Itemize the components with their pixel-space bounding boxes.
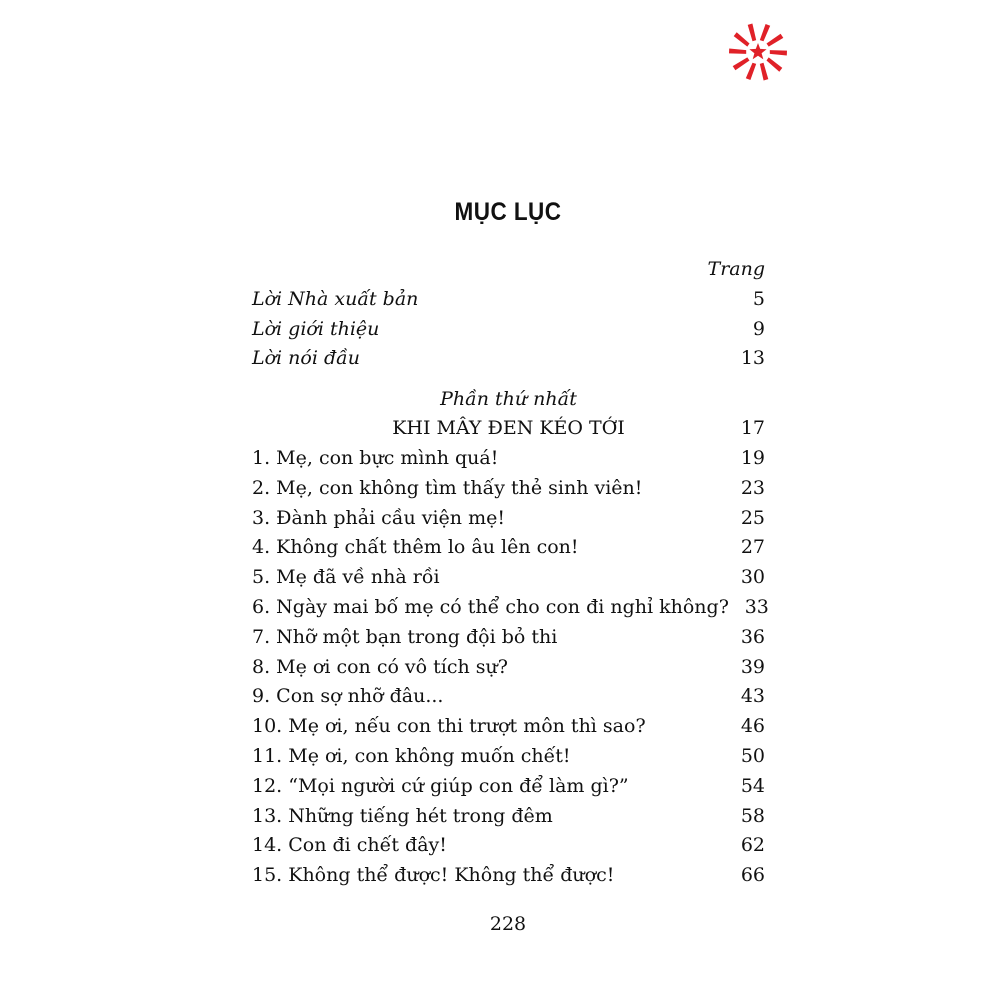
entry-page: 19 [740, 446, 765, 469]
toc-entry [252, 474, 765, 504]
entry-title: 13. Những tiếng hét trong đêm [252, 804, 553, 827]
toc-entry [252, 344, 765, 374]
toc-entry [252, 444, 765, 474]
toc-entry [252, 285, 765, 315]
toc-entry [252, 504, 765, 534]
part-page: 17 [740, 417, 765, 440]
entry-title: 10. Mẹ ơi, nếu con thi trượt môn thì sao? [252, 715, 646, 738]
part-title: KHI MÂY ĐEN KÉO TỚI [392, 417, 625, 440]
entry-page: 33 [744, 595, 769, 618]
page-column-header [252, 255, 765, 285]
entry-title: 14. Con đi chết đây! [252, 834, 447, 857]
chapter-list [252, 444, 769, 891]
table-of-contents [252, 255, 769, 891]
toc-entry [252, 772, 765, 802]
toc-entry [252, 831, 765, 861]
entry-page: 13 [740, 347, 765, 370]
toc-entry [252, 682, 765, 712]
toc-entry [252, 861, 765, 891]
entry-page: 30 [740, 566, 765, 589]
entry-title: 8. Mẹ ơi con có vô tích sự? [252, 655, 508, 678]
entry-page: 43 [740, 685, 765, 708]
entry-title: 11. Mẹ ơi, con không muốn chết! [252, 744, 571, 767]
entry-page: 62 [740, 834, 765, 857]
entry-title: Lời nói đầu [252, 347, 361, 370]
entry-page: 39 [740, 655, 765, 678]
part-heading [252, 414, 765, 444]
toc-entry [252, 653, 765, 683]
entry-page: 9 [752, 317, 765, 340]
toc-entry [252, 623, 765, 653]
entry-page: 25 [740, 506, 765, 529]
entry-page: 5 [752, 287, 765, 310]
toc-entry [252, 533, 765, 563]
page-column-label: Trang [707, 258, 765, 280]
entry-page: 27 [740, 536, 765, 559]
page-title: MỤC LỤC [454, 198, 562, 226]
entry-title: 12. “Mọi người cứ giúp con để làm gì?” [252, 774, 629, 797]
toc-entry [252, 802, 765, 832]
entry-title: 2. Mẹ, con không tìm thấy thẻ sinh viên! [252, 476, 643, 499]
publisher-logo [728, 22, 788, 82]
entry-title: Lời Nhà xuất bản [252, 287, 419, 310]
toc-entry [252, 315, 765, 345]
entry-title: Lời giới thiệu [252, 317, 380, 340]
toc-entry [252, 593, 769, 623]
entry-page: 36 [740, 625, 765, 648]
entry-page: 46 [740, 715, 765, 738]
part-label: Phần thứ nhất [440, 388, 577, 411]
entry-title: 15. Không thể được! Không thể được! [252, 864, 615, 887]
toc-entry [252, 563, 765, 593]
toc-entry [252, 742, 765, 772]
entry-page: 23 [740, 476, 765, 499]
entry-page: 50 [740, 744, 765, 767]
entry-title: 9. Con sợ nhỡ đâu... [252, 685, 444, 708]
entry-title: 6. Ngày mai bố mẹ có thể cho con đi nghỉ không? [252, 595, 729, 618]
toc-entry [252, 712, 765, 742]
entry-title: 4. Không chất thêm lo âu lên con! [252, 536, 579, 559]
entry-title: 1. Mẹ, con bực mình quá! [252, 446, 499, 469]
page-number: 228 [489, 913, 527, 935]
entry-title: 5. Mẹ đã về nhà rồi [252, 566, 440, 589]
entry-page: 54 [740, 774, 765, 797]
entry-page: 58 [740, 804, 765, 827]
star-logo-icon [728, 22, 788, 82]
entry-page: 66 [740, 864, 765, 887]
entry-title: 7. Nhỡ một bạn trong đội bỏ thi [252, 625, 558, 648]
entry-title: 3. Đành phải cầu viện mẹ! [252, 506, 505, 529]
